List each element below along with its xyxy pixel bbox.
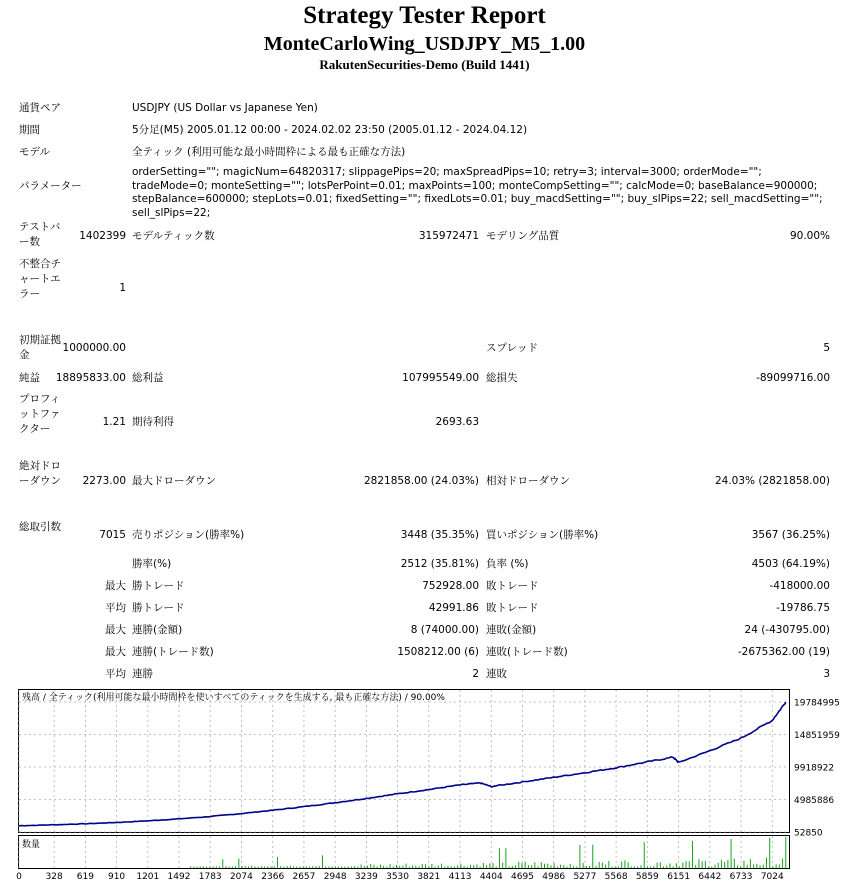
x-tick-label: 1783 bbox=[198, 872, 222, 882]
largest-loss-value: -418000.00 bbox=[769, 580, 830, 592]
absdd-value: 2273.00 bbox=[82, 475, 126, 487]
y-tick-label: 52850 bbox=[794, 828, 823, 839]
x-tick-label: 5277 bbox=[573, 872, 597, 882]
x-tick-label: 3239 bbox=[354, 872, 378, 882]
payoff-label: 期待利得 bbox=[132, 416, 174, 428]
consec-losses-money-label: 連敗(金額) bbox=[486, 624, 537, 636]
maxdd-value: 2821858.00 (24.03%) bbox=[363, 475, 479, 487]
x-tick-label: 2657 bbox=[292, 872, 316, 882]
long-value: 3567 (36.25%) bbox=[751, 529, 830, 541]
pf-value: 1.21 bbox=[102, 416, 126, 428]
consec-profit-value: 1508212.00 (6) bbox=[397, 646, 479, 658]
consec-losses-money-value: 24 (-430795.00) bbox=[744, 624, 830, 636]
avg-loss-label: 敗トレード bbox=[486, 602, 539, 614]
x-tick-labels bbox=[16, 872, 784, 882]
short-label: 売りポジション(勝率%) bbox=[132, 529, 245, 541]
x-tick-label: 2366 bbox=[261, 872, 285, 882]
x-tick-label: 6442 bbox=[698, 872, 722, 882]
x-tick-label: 0 bbox=[16, 872, 22, 882]
volume-frame bbox=[19, 836, 790, 869]
winrate-label: 勝率(%) bbox=[132, 558, 172, 570]
x-tick-label: 910 bbox=[107, 872, 126, 882]
absdd-label: 絶対ドローダウン bbox=[19, 460, 61, 487]
consec-profit-label: 連勝(トレード数) bbox=[132, 646, 214, 658]
symbol-value: USDJPY (US Dollar vs Japanese Yen) bbox=[132, 102, 318, 114]
largest-win-label: 勝トレード bbox=[132, 580, 185, 592]
short-value: 3448 (35.35%) bbox=[400, 529, 479, 541]
lossrate-label: 負率 (%) bbox=[486, 558, 529, 570]
x-tick-label: 5568 bbox=[604, 872, 628, 882]
y-tick-label: 9918922 bbox=[794, 763, 835, 774]
mismatch-value: 1 bbox=[119, 282, 126, 294]
avg-consec-wins-value: 2 bbox=[472, 668, 479, 680]
deposit-value: 1000000.00 bbox=[62, 342, 126, 354]
x-tick-label: 4113 bbox=[448, 872, 472, 882]
x-tick-label: 4986 bbox=[542, 872, 566, 882]
mismatch-label: 不整合チャートエラー bbox=[19, 258, 61, 300]
reldd-label: 相対ドローダウン bbox=[486, 475, 570, 487]
trades-value: 7015 bbox=[99, 529, 126, 541]
trades-label: 総取引数 bbox=[19, 521, 61, 533]
ticks-label: モデルティック数 bbox=[132, 230, 215, 242]
avg-consec-losses-label: 連敗 bbox=[486, 668, 507, 680]
consec-loss-value: -2675362.00 (19) bbox=[737, 646, 830, 658]
period-label: 期間 bbox=[19, 124, 40, 136]
x-tick-label: 328 bbox=[45, 872, 63, 882]
payoff-value: 2693.63 bbox=[435, 416, 479, 428]
ea-name: MonteCarloWing_USDJPY_M5_1.00 bbox=[263, 33, 586, 55]
quality-label: モデリング品質 bbox=[486, 230, 560, 242]
balance-chart bbox=[0, 686, 849, 883]
winrate-value: 2512 (35.81%) bbox=[400, 558, 479, 570]
period-value: 5分足(M5) 2005.01.12 00:00 - 2024.02.02 23:50 (2005.01.12 - 2024.04.12) bbox=[132, 124, 528, 136]
x-tick-label: 6151 bbox=[667, 872, 691, 882]
x-tick-label: 3821 bbox=[417, 872, 441, 882]
chart-title: 残高 / 全ティック(利用可能な最小時間枠を使いすべてのティックを生成する, 最も正確な方法) / 90.00% bbox=[22, 693, 445, 703]
max-prefix-1: 最大 bbox=[105, 580, 126, 592]
long-label: 買いポジション(勝率%) bbox=[486, 529, 599, 541]
params-label: パラメーター bbox=[19, 180, 82, 192]
y-tick-label: 4985886 bbox=[794, 796, 835, 806]
maxdd-label: 最大ドローダウン bbox=[132, 475, 216, 487]
x-tick-label: 7024 bbox=[760, 872, 784, 882]
avg-prefix-1: 平均 bbox=[105, 602, 126, 614]
volume-label: 数量 bbox=[22, 840, 41, 850]
params-value: orderSetting=""; magicNum=64820317; slippagePips=20; maxSpreadPips=10; retry=3; interval=3000; orderMode=""; tradeMode=0; monteSetting=""; lotsPerPoint=0.01; maxPoints=100; monteCompSetting=""; calcMode=0; baseBalance=900000; stepBalance=600000; stepLots=0.01; fixedSetting=""; fixedLots=0.01; buy_macdSetting=""; buy_slPips=22; sell_macdSetting=""; sell_slPips=22; bbox=[132, 166, 823, 219]
avg-loss-value: -19786.75 bbox=[776, 602, 830, 614]
y-tick-labels bbox=[794, 699, 840, 839]
model-value: 全ティック (利用可能な最小時間枠による最も正確な方法) bbox=[132, 146, 406, 158]
symbol-label: 通貨ペア bbox=[19, 102, 61, 114]
spread-value: 5 bbox=[823, 342, 830, 354]
x-tick-label: 1492 bbox=[167, 872, 191, 882]
x-tick-label: 6733 bbox=[729, 872, 753, 882]
server-name: RakutenSecurities-Demo (Build 1441) bbox=[319, 57, 530, 72]
x-tick-label: 5859 bbox=[635, 872, 659, 882]
x-tick-label: 3530 bbox=[386, 872, 410, 882]
deposit-label: 初期証拠金 bbox=[19, 334, 61, 361]
spread-label: スプレッド bbox=[486, 342, 538, 354]
largest-loss-label: 敗トレード bbox=[486, 580, 539, 592]
grossprofit-value: 107995549.00 bbox=[402, 372, 479, 384]
avg-consec-losses-value: 3 bbox=[823, 668, 830, 680]
avg-win-value: 42991.86 bbox=[428, 602, 479, 614]
x-tick-label: 1201 bbox=[136, 872, 160, 882]
lossrate-value: 4503 (64.19%) bbox=[751, 558, 830, 570]
grossprofit-label: 総利益 bbox=[132, 372, 164, 384]
report-title: Strategy Tester Report bbox=[303, 2, 546, 29]
consec-wins-money-value: 8 (74000.00) bbox=[410, 624, 479, 636]
bars-label: テストバー数 bbox=[19, 221, 61, 248]
bars-value: 1402399 bbox=[79, 230, 126, 242]
avg-win-label: 勝トレード bbox=[132, 602, 185, 614]
max-prefix-3: 最大 bbox=[105, 646, 126, 658]
x-tick-label: 2074 bbox=[229, 872, 253, 882]
reldd-value: 24.03% (2821858.00) bbox=[714, 475, 830, 487]
plot-frame bbox=[19, 690, 790, 833]
x-tick-label: 619 bbox=[76, 872, 94, 882]
largest-win-value: 752928.00 bbox=[422, 580, 479, 592]
y-tick-label: 19784995 bbox=[794, 698, 840, 709]
model-label: モデル bbox=[19, 146, 50, 158]
consec-loss-label: 連敗(トレード数) bbox=[486, 646, 568, 658]
grossloss-value: -89099716.00 bbox=[756, 372, 830, 384]
x-tick-label: 4404 bbox=[479, 872, 503, 882]
avg-consec-wins-label: 連勝 bbox=[132, 668, 153, 680]
pf-label: プロフィットファクター bbox=[19, 393, 61, 435]
y-tick-label: 14851959 bbox=[794, 731, 840, 741]
x-tick-label: 2948 bbox=[323, 872, 347, 882]
x-tick-label: 4695 bbox=[511, 872, 534, 882]
consec-wins-money-label: 連勝(金額) bbox=[132, 624, 183, 636]
avg-prefix-2: 平均 bbox=[105, 668, 126, 680]
quality-value: 90.00% bbox=[789, 230, 830, 242]
netprofit-label: 純益 bbox=[19, 372, 40, 384]
netprofit-value: 18895833.00 bbox=[55, 372, 126, 384]
max-prefix-2: 最大 bbox=[105, 624, 126, 636]
grossloss-label: 総損失 bbox=[486, 372, 518, 384]
ticks-value: 315972471 bbox=[418, 230, 479, 242]
